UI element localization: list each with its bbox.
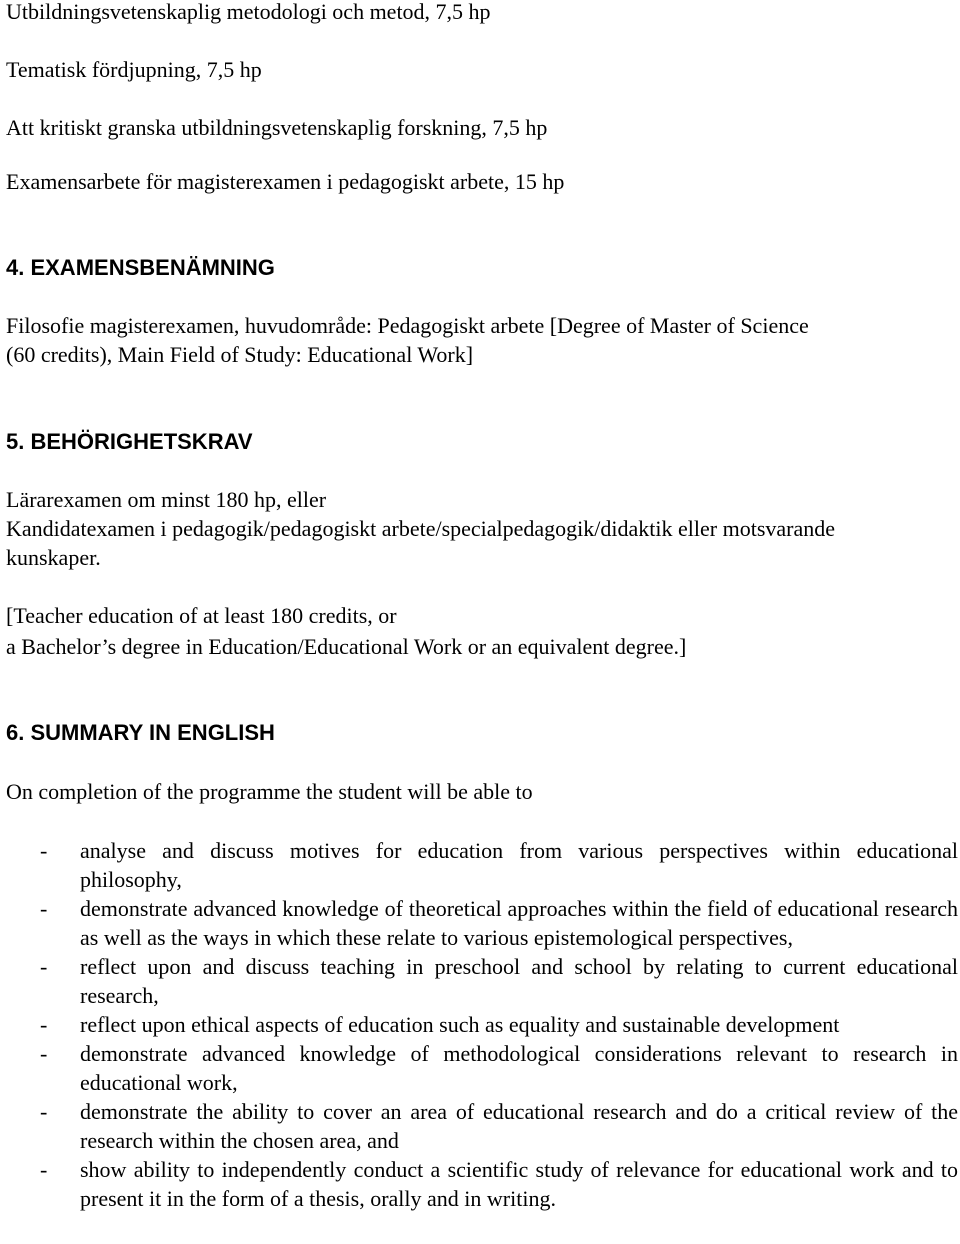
entry-requirement-text: Kandidatexamen i pedagogik/pedagogiskt arbete/specialpedagogik/didaktik eller motsvarande xyxy=(6,516,835,541)
section-heading-entry-requirements: 5. BEHÖRIGHETSKRAV xyxy=(6,429,253,454)
learning-outcome-text: demonstrate the ability to cover an area of educational research and do a critical review of the research within the chosen area, and xyxy=(80,1099,958,1153)
degree-title-text: (60 credits), Main Field of Study: Educational Work] xyxy=(6,342,474,367)
learning-outcomes-list xyxy=(6,836,958,1213)
dash-marker: - xyxy=(40,1041,48,1066)
dash-marker: - xyxy=(40,954,48,979)
entry-requirement-english: [Teacher education of at least 180 credits, or xyxy=(6,603,397,628)
learning-outcome-text: reflect upon and discuss teaching in preschool and school by relating to current educational research, xyxy=(80,954,958,1008)
section-heading-summary: 6. SUMMARY IN ENGLISH xyxy=(6,720,275,745)
dash-marker: - xyxy=(40,1012,48,1037)
degree-title-text: Filosofie magisterexamen, huvudområde: Pedagogiskt arbete [Degree of Master of Science xyxy=(6,313,809,338)
dash-marker: - xyxy=(40,896,48,921)
entry-requirement-text: Lärarexamen om minst 180 hp, eller xyxy=(6,487,327,512)
dash-marker: - xyxy=(40,838,48,863)
course-line: Att kritiskt granska utbildningsvetenskaplig forskning, 7,5 hp xyxy=(6,115,548,140)
learning-outcome-item xyxy=(6,1155,958,1213)
learning-outcome-text: analyse and discuss motives for education from various perspectives within educational philosophy, xyxy=(80,838,958,892)
learning-outcome-text: reflect upon ethical aspects of education such as equality and sustainable development xyxy=(80,1012,840,1037)
learning-outcome-item xyxy=(6,952,958,1010)
learning-outcome-text: show ability to independently conduct a scientific study of relevance for educational work and to present it in the form of a thesis, orally and in writing. xyxy=(80,1157,958,1211)
entry-requirement-english: a Bachelor’s degree in Education/Educational Work or an equivalent degree.] xyxy=(6,634,687,659)
dash-marker: - xyxy=(40,1099,48,1124)
learning-outcome-text: demonstrate advanced knowledge of methodological considerations relevant to research in educational work, xyxy=(80,1041,958,1095)
learning-outcome-item xyxy=(6,836,958,894)
entry-requirement-text: kunskaper. xyxy=(6,545,101,570)
summary-intro: On completion of the programme the student will be able to xyxy=(6,779,533,804)
dash-marker: - xyxy=(40,1157,48,1182)
learning-outcome-item xyxy=(6,1039,958,1097)
learning-outcome-item xyxy=(6,1097,958,1155)
course-line: Utbildningsvetenskaplig metodologi och metod, 7,5 hp xyxy=(6,0,491,24)
learning-outcome-text: demonstrate advanced knowledge of theoretical approaches within the field of educational research as well as the ways in which these relate to various epistemological perspectives, xyxy=(80,896,958,950)
learning-outcome-item xyxy=(6,1010,958,1039)
course-line: Examensarbete för magisterexamen i pedagogiskt arbete, 15 hp xyxy=(6,169,565,194)
course-line: Tematisk fördjupning, 7,5 hp xyxy=(6,57,262,82)
section-heading-degree-title: 4. EXAMENSBENÄMNING xyxy=(6,255,275,280)
learning-outcome-item xyxy=(6,894,958,952)
